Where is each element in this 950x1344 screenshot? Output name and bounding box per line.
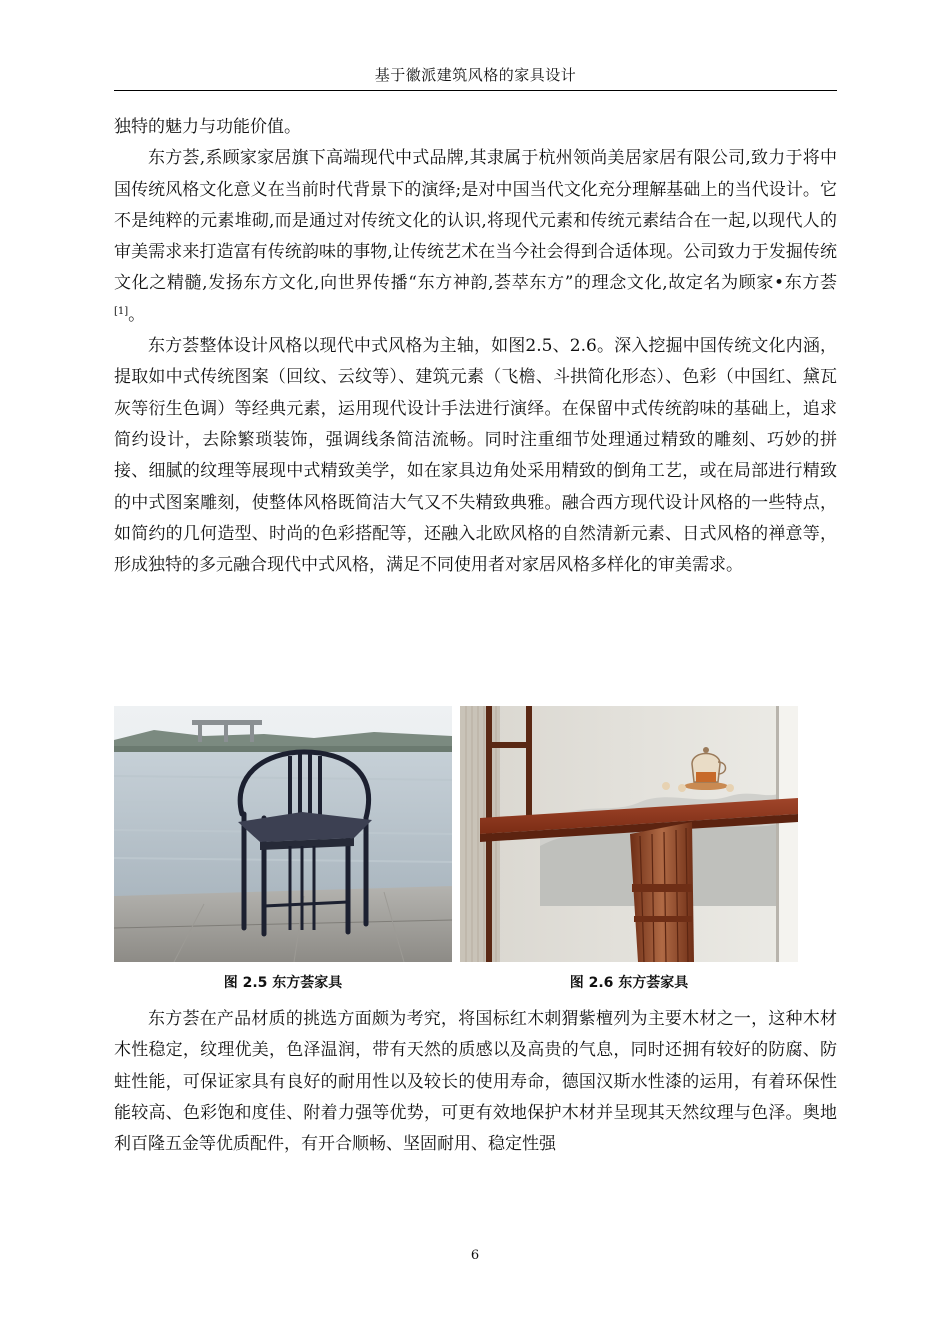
header-rule — [114, 90, 837, 91]
figure-row — [114, 706, 837, 1006]
tea-table-photo — [460, 706, 798, 962]
paragraph-continuation: 独特的魅力与功能价值。 — [114, 117, 301, 137]
figure-2-6 — [460, 706, 798, 992]
body-text-upper — [114, 112, 837, 581]
running-header: 基于徽派建筑风格的家具设计 — [374, 66, 577, 84]
paragraph-brand-intro-end: 。 — [128, 304, 146, 325]
paragraph-brand-intro — [114, 143, 837, 331]
figure-2-5 — [114, 706, 452, 992]
figure-2-5-caption: 图 2.5 东方荟家具 — [223, 975, 343, 991]
chair-photo — [114, 706, 452, 962]
paragraph-design-style: 东方荟整体设计风格以现代中式风格为主轴，如图2.5、2.6。深入挖掘中国传统文化内涵，提取如中式传统图案（回纹、云纹等）、建筑元素（飞檐、斗拱简化形态）、色彩（中国红、黛瓦灰等衍生色调）等经典元素，运用现代设计手法进行演绎。在保留中式传统韵味的基础上，追求简约设计，去除繁琐装饰，强调线条简洁流畅。同时注重细节处理通过精致的雕刻、巧妙的拼接、细腻的纹理等展现中式精致美学，如在家具边角处采用精致的倒角工艺，或在局部进行精致的中式图案雕刻，使整体风格既简洁大气又不失精致典雅。融合西方现代设计风格的一些特点，如简约的几何造型、时尚的色彩搭配等，还融入北欧风格的自然清新元素、日式风格的禅意等，形成独特的多元融合现代中式风格，满足不同使用者对家居风格多样化的审美需求。 — [114, 336, 837, 576]
page-number: 6 — [470, 1248, 480, 1263]
paragraph-brand-intro-text: 东方荟,系顾家家居旗下高端现代中式品牌,其隶属于杭州领尚美居家居有限公司,致力于将中国传统风格文化意义在当前时代背景下的演绎;是对中国当代文化充分理解基础上的当代设计。它不是纯粹的元素堆砌,而是通过对传统文化的认识,将现代元素和传统元素结合在一起,以现代人的审美需求来打造富有传统韵味的事物,让传统艺术在当今社会得到合适体现。公司致力于发掘传统文化之精髓,发扬东方文化,向世界传播“东方神韵,荟萃东方”的理念文化,故定名为顾家•东方荟 — [114, 148, 837, 294]
figure-2-6-caption: 图 2.6 东方荟家具 — [569, 975, 689, 991]
body-text-lower — [114, 1004, 837, 1160]
citation-reference[interactable]: [1] — [114, 305, 129, 317]
paragraph-materials: 东方荟在产品材质的挑选方面颇为考究，将国标红木刺猬紫檀列为主要木材之一，这种木材木性稳定，纹理优美，色泽温润，带有天然的质感以及高贵的气息，同时还拥有较好的防腐、防蛀性能，可保证家具有良好的耐用性以及较长的使用寿命，德国汉斯水性漆的运用，有着环保性能较高、色彩饱和度佳、附着力强等优势，可更有效地保护木材并呈现其天然纹理与色泽。奥地利百隆五金等优质配件，有开合顺畅、坚固耐用、稳定性强 — [114, 1009, 837, 1155]
